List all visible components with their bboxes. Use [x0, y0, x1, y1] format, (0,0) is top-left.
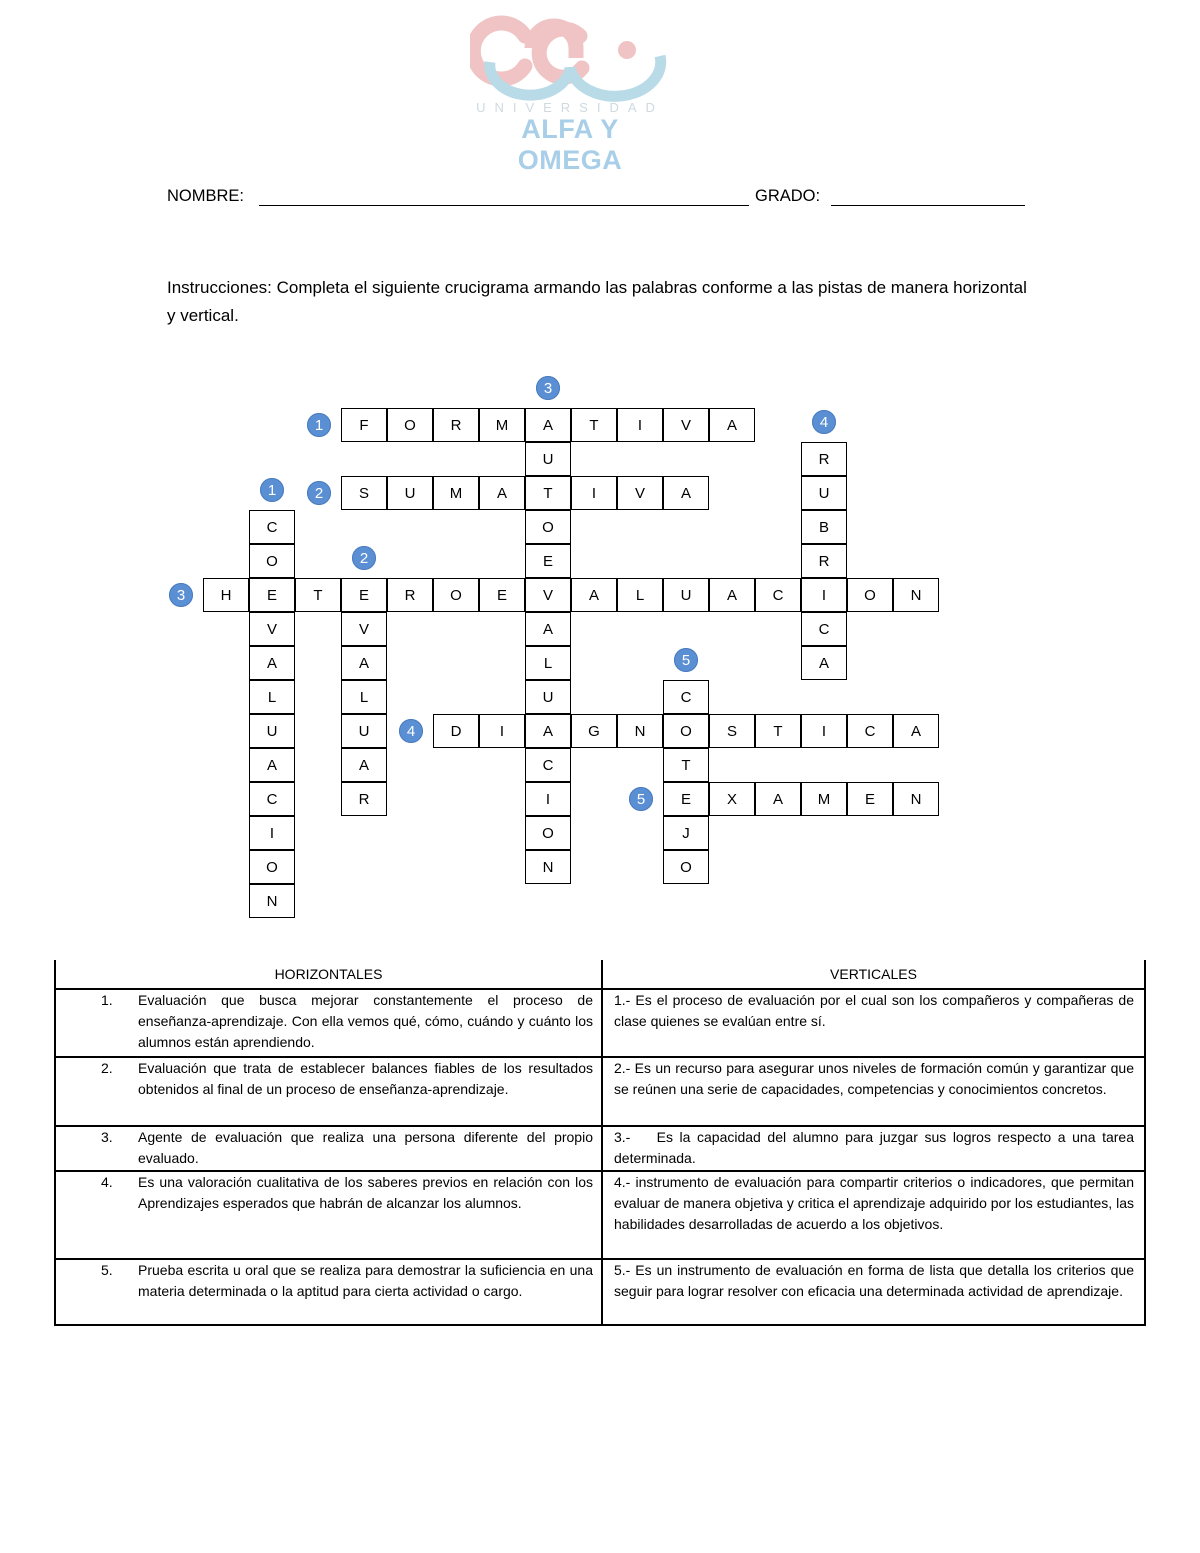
- crossword-cell[interactable]: R: [801, 442, 847, 476]
- crossword-cell[interactable]: E: [479, 578, 525, 612]
- logo-upper-text: UNIVERSIDAD: [476, 100, 664, 115]
- crossword-cell[interactable]: I: [617, 408, 663, 442]
- horizontal-clue-number: 1.: [101, 992, 113, 1008]
- crossword-cell[interactable]: I: [801, 714, 847, 748]
- crossword-cell[interactable]: N: [893, 578, 939, 612]
- clue-number-marker-h1: 1: [307, 413, 331, 437]
- crossword-cell[interactable]: N: [617, 714, 663, 748]
- crossword-cell[interactable]: L: [341, 680, 387, 714]
- crossword-cell[interactable]: C: [801, 612, 847, 646]
- clue-row: [55, 989, 1145, 1057]
- crossword-cell[interactable]: U: [663, 578, 709, 612]
- clue-number-marker-h3: 3: [169, 583, 193, 607]
- crossword-cell[interactable]: D: [433, 714, 479, 748]
- crossword-cell[interactable]: T: [571, 408, 617, 442]
- crossword-cell[interactable]: A: [893, 714, 939, 748]
- crossword-cell[interactable]: X: [709, 782, 755, 816]
- crossword-cell[interactable]: O: [525, 816, 571, 850]
- clue-number-marker-v3: 3: [536, 376, 560, 400]
- crossword-cell[interactable]: T: [525, 476, 571, 510]
- crossword-cell[interactable]: M: [479, 408, 525, 442]
- crossword-cell[interactable]: B: [801, 510, 847, 544]
- clue-row: [55, 1126, 1145, 1171]
- crossword-cell[interactable]: R: [801, 544, 847, 578]
- crossword-cell[interactable]: A: [341, 748, 387, 782]
- crossword-cell[interactable]: O: [387, 408, 433, 442]
- crossword-cell[interactable]: N: [893, 782, 939, 816]
- crossword-cell[interactable]: A: [525, 408, 571, 442]
- crossword-cell[interactable]: U: [341, 714, 387, 748]
- grade-field[interactable]: [831, 205, 1025, 206]
- crossword-cell[interactable]: S: [709, 714, 755, 748]
- crossword-cell[interactable]: G: [571, 714, 617, 748]
- vertical-clue-text: 3.- Es la capacidad del alumno para juzgar sus logros respecto a una tarea determinada.: [614, 1129, 1138, 1166]
- crossword-cell[interactable]: L: [249, 680, 295, 714]
- crossword-cell[interactable]: J: [663, 816, 709, 850]
- crossword-cell[interactable]: S: [341, 476, 387, 510]
- crossword-cell[interactable]: I: [801, 578, 847, 612]
- crossword-cell[interactable]: A: [525, 612, 571, 646]
- grade-label: GRADO:: [755, 187, 821, 205]
- crossword-cell[interactable]: C: [755, 578, 801, 612]
- vertical-clue-text: 1.- Es el proceso de evaluación por el cual son los compañeros y compañeras de clase quienes se evalúan entre sí.: [614, 992, 1134, 1029]
- horizontal-clue-number: 3.: [101, 1129, 113, 1145]
- horizontal-clue-text: Agente de evaluación que realiza una persona diferente del propio evaluado.: [138, 1129, 593, 1166]
- crossword-cell[interactable]: O: [433, 578, 479, 612]
- horizontal-header: HORIZONTALES: [55, 960, 602, 989]
- crossword-cell[interactable]: U: [525, 442, 571, 476]
- crossword-cell[interactable]: E: [847, 782, 893, 816]
- clue-row: [55, 1171, 1145, 1259]
- horizontal-clue-text: Es una valoración cualitativa de los saberes previos en relación con los Aprendizajes esperados que habrán de alcanzar los alumnos.: [138, 1174, 593, 1211]
- logo-mark-icon: [470, 8, 670, 103]
- clue-number-marker-v4: 4: [812, 410, 836, 434]
- crossword-cell[interactable]: A: [709, 578, 755, 612]
- crossword-cell[interactable]: V: [525, 578, 571, 612]
- clue-number-marker-v1: 1: [260, 478, 284, 502]
- crossword-cell[interactable]: I: [479, 714, 525, 748]
- clue-number-marker-h4: 4: [399, 719, 423, 743]
- crossword-cell[interactable]: U: [525, 680, 571, 714]
- crossword-cell[interactable]: R: [387, 578, 433, 612]
- crossword-cell[interactable]: N: [249, 884, 295, 918]
- crossword-cell[interactable]: A: [663, 476, 709, 510]
- crossword-cell[interactable]: T: [295, 578, 341, 612]
- crossword-cell[interactable]: A: [525, 714, 571, 748]
- clue-number-marker-h2: 2: [307, 481, 331, 505]
- crossword-cell[interactable]: U: [801, 476, 847, 510]
- vertical-clue-text: 5.- Es un instrumento de evaluación en forma de lista que detalla los criterios que seguir para lograr resolver con eficacia una determinada actividad de aprendizaje.: [614, 1262, 1134, 1299]
- instructions-text: Instrucciones: Completa el siguiente crucigrama armando las palabras conforme a las pistas de manera horizontal y vertical.: [167, 278, 1027, 325]
- crossword-cell[interactable]: A: [249, 646, 295, 680]
- vertical-header: VERTICALES: [602, 960, 1145, 989]
- logo-brand-text: ALFA Y OMEGA: [517, 114, 623, 175]
- university-logo: [470, 8, 680, 175]
- horizontal-clue-number: 4.: [101, 1174, 113, 1190]
- crossword-cell[interactable]: O: [663, 714, 709, 748]
- crossword-cell[interactable]: V: [341, 612, 387, 646]
- crossword-cell[interactable]: L: [525, 646, 571, 680]
- crossword-cell[interactable]: H: [203, 578, 249, 612]
- clue-number-marker-v2: 2: [352, 546, 376, 570]
- crossword-cell[interactable]: V: [663, 408, 709, 442]
- crossword-cell[interactable]: A: [801, 646, 847, 680]
- crossword-cell[interactable]: O: [663, 850, 709, 884]
- crossword-cell[interactable]: O: [249, 850, 295, 884]
- crossword-cell[interactable]: A: [571, 578, 617, 612]
- clue-number-marker-h5: 5: [629, 787, 653, 811]
- crossword-cell[interactable]: A: [755, 782, 801, 816]
- crossword-cell[interactable]: E: [663, 782, 709, 816]
- crossword-cell[interactable]: U: [249, 714, 295, 748]
- crossword-cell[interactable]: M: [801, 782, 847, 816]
- name-label: NOMBRE:: [167, 187, 245, 205]
- crossword-cell[interactable]: C: [663, 680, 709, 714]
- crossword-cell[interactable]: E: [249, 578, 295, 612]
- crossword-cell[interactable]: C: [249, 782, 295, 816]
- vertical-clue-text: 2.- Es un recurso para asegurar unos niveles de formación común y garantizar que se reúnen una serie de capacidades, competencias y conocimientos concretos.: [614, 1060, 1134, 1097]
- horizontal-clue-text: Evaluación que busca mejorar constantemente el proceso de enseñanza-aprendizaje. Con ella vemos qué, cómo, cuándo y cuánto los alumnos están aprendiendo.: [138, 992, 593, 1050]
- crossword-cell[interactable]: L: [617, 578, 663, 612]
- crossword-cell[interactable]: T: [755, 714, 801, 748]
- crossword-cell[interactable]: N: [525, 850, 571, 884]
- crossword-cell[interactable]: O: [249, 544, 295, 578]
- crossword-cell[interactable]: I: [571, 476, 617, 510]
- crossword-cell[interactable]: E: [341, 578, 387, 612]
- crossword-cell[interactable]: A: [709, 408, 755, 442]
- name-field[interactable]: [259, 205, 749, 206]
- horizontal-clue-number: 5.: [101, 1262, 113, 1278]
- crossword-cell[interactable]: R: [433, 408, 479, 442]
- crossword-cell[interactable]: A: [341, 646, 387, 680]
- crossword-cell[interactable]: I: [525, 782, 571, 816]
- crossword-cell[interactable]: F: [341, 408, 387, 442]
- crossword-cell[interactable]: O: [847, 578, 893, 612]
- vertical-clue-text: 4.- instrumento de evaluación para compartir criterios o indicadores, que permitan evaluar de manera objetiva y critica el aprendizaje adquirido por los estudiantes, las habilidades desarrolladas de acuerdo a los objetivos.: [614, 1174, 1134, 1232]
- horizontal-clue-number: 2.: [101, 1060, 113, 1076]
- clue-number-marker-v5: 5: [674, 648, 698, 672]
- crossword-cell[interactable]: T: [663, 748, 709, 782]
- clue-row: [55, 1259, 1145, 1325]
- crossword-cell[interactable]: E: [525, 544, 571, 578]
- crossword-cell[interactable]: I: [249, 816, 295, 850]
- clue-row: [55, 1057, 1145, 1126]
- crossword-cell[interactable]: U: [387, 476, 433, 510]
- crossword-cell[interactable]: C: [847, 714, 893, 748]
- crossword-cell[interactable]: R: [341, 782, 387, 816]
- crossword-cell[interactable]: A: [479, 476, 525, 510]
- crossword-cell[interactable]: V: [617, 476, 663, 510]
- crossword-cell[interactable]: C: [249, 510, 295, 544]
- horizontal-clue-text: Prueba escrita u oral que se realiza para demostrar la suficiencia en una materia determinada o la aptitud para cierta actividad o cargo.: [138, 1262, 593, 1299]
- clues-table: [54, 960, 1146, 1326]
- crossword-cell[interactable]: V: [249, 612, 295, 646]
- horizontal-clue-text: Evaluación que trata de establecer balances fiables de los resultados obtenidos al final de un proceso de enseñanza-aprendizaje.: [138, 1060, 593, 1097]
- crossword-cell[interactable]: C: [525, 748, 571, 782]
- crossword-cell[interactable]: M: [433, 476, 479, 510]
- crossword-cell[interactable]: A: [249, 748, 295, 782]
- crossword-cell[interactable]: O: [525, 510, 571, 544]
